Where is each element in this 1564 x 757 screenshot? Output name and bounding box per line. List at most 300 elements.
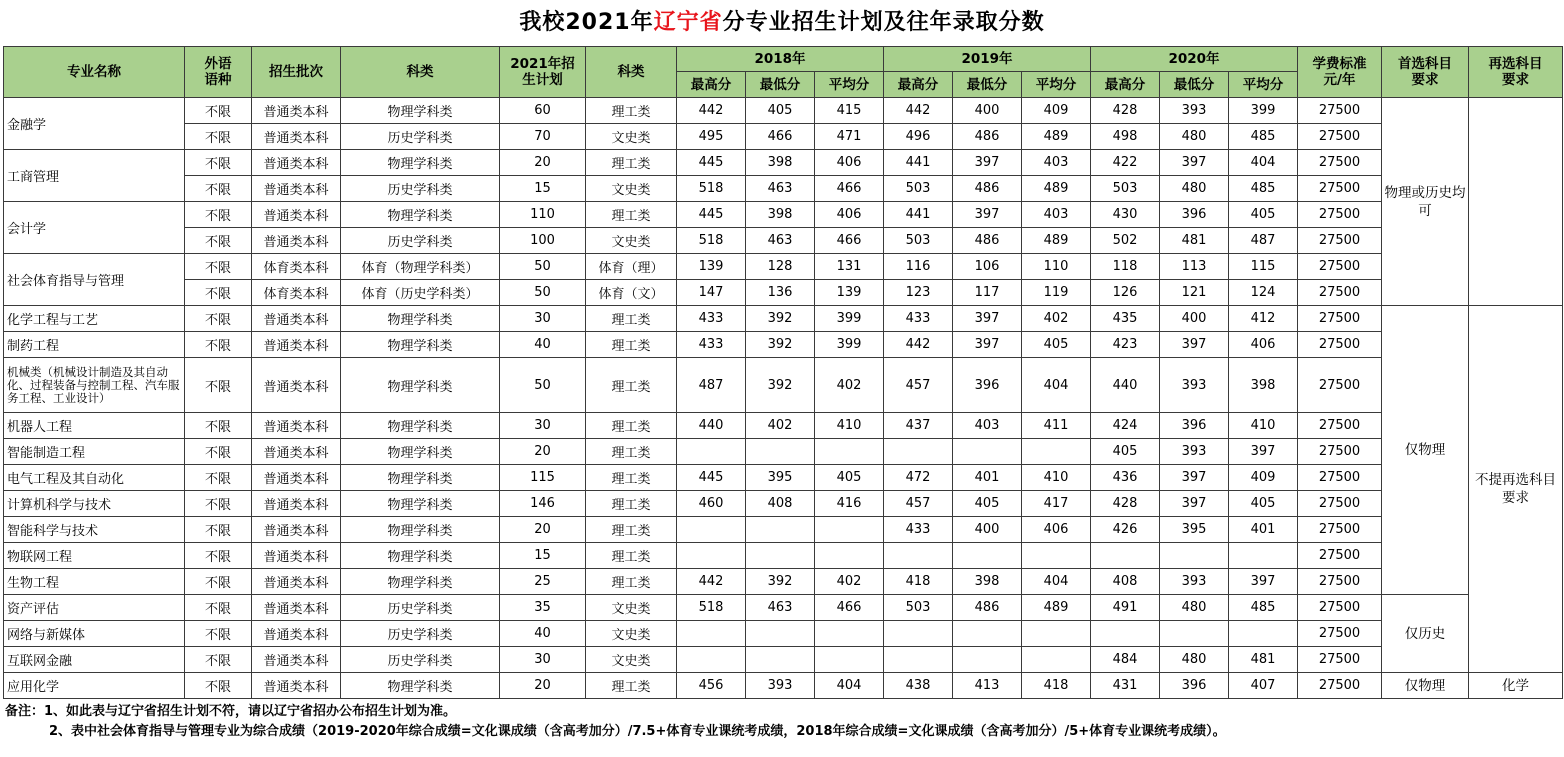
cell-max-2019: 442 [884, 332, 953, 358]
cell-min-2019: 403 [953, 413, 1022, 439]
cell-min-2020: 480 [1160, 647, 1229, 673]
cell-min-2019 [953, 439, 1022, 465]
header-year-2020: 2020年 [1091, 47, 1298, 72]
cell-avg-2018: 466 [815, 595, 884, 621]
cell-major-name: 计算机科学与技术 [4, 491, 185, 517]
cell-major-name: 资产评估 [4, 595, 185, 621]
cell-batch: 普通类本科 [252, 595, 341, 621]
cell-avg-2020: 485 [1229, 595, 1298, 621]
cell-avg-2019: 404 [1022, 569, 1091, 595]
cell-avg-2018 [815, 439, 884, 465]
cell-max-2019 [884, 621, 953, 647]
cell-tuition: 27500 [1298, 621, 1382, 647]
title-province-highlight: 辽宁省 [653, 10, 723, 35]
cell-plan-2021: 35 [500, 595, 586, 621]
cell-avg-2020: 401 [1229, 517, 1298, 543]
cell-category: 理工类 [586, 98, 677, 124]
cell-category: 文史类 [586, 621, 677, 647]
cell-max-2018: 445 [677, 150, 746, 176]
page-title: 我校2021年辽宁省分专业招生计划及往年录取分数 [519, 10, 1045, 35]
cell-avg-2019: 402 [1022, 306, 1091, 332]
header-subject: 科类 [341, 47, 500, 98]
cell-max-2018: 433 [677, 306, 746, 332]
cell-min-2020: 396 [1160, 673, 1229, 699]
table-row [4, 358, 1563, 413]
cell-avg-2019: 110 [1022, 254, 1091, 280]
table-row [4, 124, 1563, 150]
cell-min-2020: 480 [1160, 595, 1229, 621]
cell-category: 文史类 [586, 176, 677, 202]
cell-avg-2018 [815, 621, 884, 647]
cell-max-2020: 405 [1091, 439, 1160, 465]
cell-avg-2019: 405 [1022, 332, 1091, 358]
cell-language: 不限 [185, 413, 252, 439]
cell-subject: 物理学科类 [341, 491, 500, 517]
cell-subject: 体育（历史学科类） [341, 280, 500, 306]
cell-major-name: 制药工程 [4, 332, 185, 358]
cell-min-2019: 117 [953, 280, 1022, 306]
cell-tuition: 27500 [1298, 306, 1382, 332]
cell-avg-2018: 416 [815, 491, 884, 517]
cell-avg-2020: 405 [1229, 491, 1298, 517]
cell-min-2019 [953, 543, 1022, 569]
table-row [4, 280, 1563, 306]
table-row [4, 306, 1563, 332]
cell-major-name: 会计学 [4, 202, 185, 254]
cell-tuition: 27500 [1298, 595, 1382, 621]
header-tuition: 学费标准元/年 [1298, 47, 1382, 98]
cell-avg-2018 [815, 647, 884, 673]
cell-language: 不限 [185, 569, 252, 595]
cell-batch: 普通类本科 [252, 98, 341, 124]
cell-max-2018: 442 [677, 569, 746, 595]
cell-subject: 体育（物理学科类） [341, 254, 500, 280]
cell-subject: 物理学科类 [341, 569, 500, 595]
cell-subject: 物理学科类 [341, 202, 500, 228]
cell-min-2018 [746, 543, 815, 569]
cell-min-2018: 463 [746, 595, 815, 621]
table-row [4, 647, 1563, 673]
cell-min-2018: 393 [746, 673, 815, 699]
cell-tuition: 27500 [1298, 254, 1382, 280]
cell-min-2018: 402 [746, 413, 815, 439]
cell-major-name: 智能制造工程 [4, 439, 185, 465]
cell-batch: 体育类本科 [252, 280, 341, 306]
cell-avg-2020: 397 [1229, 439, 1298, 465]
cell-max-2020: 503 [1091, 176, 1160, 202]
cell-avg-2020 [1229, 621, 1298, 647]
cell-tuition: 27500 [1298, 124, 1382, 150]
cell-max-2020: 502 [1091, 228, 1160, 254]
cell-min-2018 [746, 621, 815, 647]
cell-max-2018: 442 [677, 98, 746, 124]
cell-avg-2018: 415 [815, 98, 884, 124]
header-year-2019: 2019年 [884, 47, 1091, 72]
cell-tuition: 27500 [1298, 569, 1382, 595]
cell-min-2019: 486 [953, 176, 1022, 202]
header-plan-2021: 2021年招生计划 [500, 47, 586, 98]
cell-avg-2018: 402 [815, 569, 884, 595]
cell-batch: 普通类本科 [252, 673, 341, 699]
cell-major-name: 工商管理 [4, 150, 185, 202]
cell-first-choice: 仅物理 [1382, 306, 1469, 595]
cell-max-2020: 436 [1091, 465, 1160, 491]
cell-min-2020: 393 [1160, 569, 1229, 595]
cell-max-2020: 408 [1091, 569, 1160, 595]
cell-min-2018: 398 [746, 202, 815, 228]
cell-avg-2020: 485 [1229, 124, 1298, 150]
cell-min-2018: 392 [746, 332, 815, 358]
cell-tuition: 27500 [1298, 332, 1382, 358]
cell-second-choice: 不提再选科目要求 [1469, 306, 1563, 673]
cell-batch: 普通类本科 [252, 228, 341, 254]
cell-category: 理工类 [586, 358, 677, 413]
cell-major-name: 智能科学与技术 [4, 517, 185, 543]
cell-plan-2021: 100 [500, 228, 586, 254]
cell-avg-2019 [1022, 621, 1091, 647]
cell-min-2018: 466 [746, 124, 815, 150]
cell-batch: 普通类本科 [252, 150, 341, 176]
header-2020-min: 最低分 [1160, 72, 1229, 98]
cell-avg-2018: 466 [815, 228, 884, 254]
cell-batch: 普通类本科 [252, 332, 341, 358]
cell-first-choice: 物理或历史均可 [1382, 98, 1469, 306]
cell-min-2019: 397 [953, 202, 1022, 228]
cell-category: 文史类 [586, 595, 677, 621]
cell-plan-2021: 15 [500, 176, 586, 202]
header-year-2018: 2018年 [677, 47, 884, 72]
cell-max-2019: 457 [884, 491, 953, 517]
table-row [4, 150, 1563, 176]
cell-tuition: 27500 [1298, 465, 1382, 491]
cell-max-2020: 424 [1091, 413, 1160, 439]
cell-subject: 历史学科类 [341, 595, 500, 621]
cell-subject: 历史学科类 [341, 124, 500, 150]
cell-avg-2019: 489 [1022, 124, 1091, 150]
cell-max-2020: 426 [1091, 517, 1160, 543]
cell-min-2018: 392 [746, 306, 815, 332]
cell-tuition: 27500 [1298, 413, 1382, 439]
header-major: 专业名称 [4, 47, 185, 98]
header-2019-min: 最低分 [953, 72, 1022, 98]
cell-max-2020: 430 [1091, 202, 1160, 228]
cell-max-2020: 431 [1091, 673, 1160, 699]
cell-max-2018: 487 [677, 358, 746, 413]
cell-min-2018: 463 [746, 228, 815, 254]
cell-language: 不限 [185, 673, 252, 699]
cell-max-2019: 503 [884, 595, 953, 621]
cell-category: 文史类 [586, 228, 677, 254]
cell-avg-2019 [1022, 543, 1091, 569]
cell-min-2019: 397 [953, 306, 1022, 332]
cell-subject: 历史学科类 [341, 176, 500, 202]
cell-max-2018: 147 [677, 280, 746, 306]
cell-max-2019: 472 [884, 465, 953, 491]
cell-category: 文史类 [586, 124, 677, 150]
cell-max-2018: 518 [677, 176, 746, 202]
cell-avg-2020: 481 [1229, 647, 1298, 673]
cell-avg-2020: 397 [1229, 569, 1298, 595]
cell-max-2018 [677, 543, 746, 569]
cell-subject: 历史学科类 [341, 228, 500, 254]
cell-category: 理工类 [586, 150, 677, 176]
cell-language: 不限 [185, 150, 252, 176]
cell-plan-2021: 110 [500, 202, 586, 228]
cell-min-2018: 392 [746, 569, 815, 595]
cell-first-choice: 仅历史 [1382, 595, 1469, 673]
table-row [4, 491, 1563, 517]
cell-language: 不限 [185, 517, 252, 543]
cell-language: 不限 [185, 465, 252, 491]
cell-batch: 普通类本科 [252, 621, 341, 647]
cell-avg-2018 [815, 543, 884, 569]
cell-max-2018: 518 [677, 228, 746, 254]
cell-max-2019: 457 [884, 358, 953, 413]
table-row [4, 543, 1563, 569]
cell-tuition: 27500 [1298, 280, 1382, 306]
cell-plan-2021: 30 [500, 306, 586, 332]
cell-avg-2020 [1229, 543, 1298, 569]
cell-language: 不限 [185, 647, 252, 673]
cell-min-2018: 398 [746, 150, 815, 176]
cell-language: 不限 [185, 254, 252, 280]
cell-avg-2019: 418 [1022, 673, 1091, 699]
table-row [4, 673, 1563, 699]
cell-min-2020: 397 [1160, 491, 1229, 517]
cell-max-2019: 441 [884, 202, 953, 228]
cell-second-choice: 化学 [1469, 673, 1563, 699]
cell-tuition: 27500 [1298, 176, 1382, 202]
cell-max-2018: 495 [677, 124, 746, 150]
cell-min-2018: 463 [746, 176, 815, 202]
cell-batch: 普通类本科 [252, 306, 341, 332]
cell-subject: 物理学科类 [341, 306, 500, 332]
cell-major-name: 机械类（机械设计制造及其自动化、过程装备与控制工程、汽车服务工程、工业设计） [4, 358, 185, 413]
cell-category: 理工类 [586, 491, 677, 517]
table-body [4, 98, 1563, 699]
cell-avg-2020: 398 [1229, 358, 1298, 413]
cell-major-name: 金融学 [4, 98, 185, 150]
header-2018-min: 最低分 [746, 72, 815, 98]
cell-category: 理工类 [586, 439, 677, 465]
cell-max-2018: 445 [677, 465, 746, 491]
cell-min-2018: 128 [746, 254, 815, 280]
cell-category: 体育（理） [586, 254, 677, 280]
note-line-2: 2、表中社会体育指导与管理专业为综合成绩（2019-2020年综合成绩=文化课成绩（含高考加分）/7.5+体育专业课统考成绩，2018年综合成绩=文化课成绩（含高考加分）/5+体育专业课统考成绩）。 [49, 724, 1226, 739]
header-second-choice: 再选科目要求 [1469, 47, 1563, 98]
cell-avg-2018: 139 [815, 280, 884, 306]
cell-avg-2019: 409 [1022, 98, 1091, 124]
cell-min-2019: 400 [953, 98, 1022, 124]
cell-max-2020: 423 [1091, 332, 1160, 358]
cell-avg-2019: 410 [1022, 465, 1091, 491]
cell-plan-2021: 20 [500, 517, 586, 543]
cell-category: 体育（文） [586, 280, 677, 306]
table-row [4, 439, 1563, 465]
table-header [4, 47, 1563, 98]
cell-category: 理工类 [586, 413, 677, 439]
cell-min-2020: 395 [1160, 517, 1229, 543]
cell-min-2018: 408 [746, 491, 815, 517]
cell-min-2020: 393 [1160, 98, 1229, 124]
cell-min-2020: 393 [1160, 439, 1229, 465]
header-2018-max: 最高分 [677, 72, 746, 98]
table-row [4, 98, 1563, 124]
table-row [4, 465, 1563, 491]
cell-avg-2018: 131 [815, 254, 884, 280]
cell-avg-2019: 403 [1022, 202, 1091, 228]
cell-min-2018 [746, 517, 815, 543]
cell-min-2019: 400 [953, 517, 1022, 543]
cell-min-2020: 480 [1160, 124, 1229, 150]
cell-min-2018: 392 [746, 358, 815, 413]
admission-table [3, 46, 1563, 699]
cell-subject: 物理学科类 [341, 150, 500, 176]
cell-max-2019: 116 [884, 254, 953, 280]
cell-major-name: 网络与新媒体 [4, 621, 185, 647]
cell-min-2019: 486 [953, 124, 1022, 150]
cell-avg-2018: 466 [815, 176, 884, 202]
cell-major-name: 生物工程 [4, 569, 185, 595]
cell-max-2020: 435 [1091, 306, 1160, 332]
cell-min-2019: 401 [953, 465, 1022, 491]
cell-min-2020 [1160, 543, 1229, 569]
cell-category: 理工类 [586, 569, 677, 595]
notes [5, 702, 1560, 742]
cell-language: 不限 [185, 228, 252, 254]
cell-avg-2019: 119 [1022, 280, 1091, 306]
cell-max-2018: 440 [677, 413, 746, 439]
cell-max-2019: 496 [884, 124, 953, 150]
cell-language: 不限 [185, 280, 252, 306]
cell-category: 理工类 [586, 465, 677, 491]
cell-plan-2021: 50 [500, 280, 586, 306]
cell-max-2019 [884, 439, 953, 465]
cell-category: 理工类 [586, 673, 677, 699]
cell-subject: 物理学科类 [341, 673, 500, 699]
cell-max-2019: 433 [884, 517, 953, 543]
table-row [4, 569, 1563, 595]
cell-min-2020: 396 [1160, 413, 1229, 439]
cell-min-2019: 486 [953, 228, 1022, 254]
cell-avg-2020: 412 [1229, 306, 1298, 332]
cell-min-2018 [746, 439, 815, 465]
cell-subject: 物理学科类 [341, 517, 500, 543]
cell-avg-2020: 404 [1229, 150, 1298, 176]
table-row [4, 228, 1563, 254]
cell-batch: 普通类本科 [252, 176, 341, 202]
cell-avg-2019: 406 [1022, 517, 1091, 543]
cell-tuition: 27500 [1298, 491, 1382, 517]
cell-language: 不限 [185, 595, 252, 621]
cell-subject: 物理学科类 [341, 465, 500, 491]
cell-plan-2021: 20 [500, 439, 586, 465]
cell-avg-2018: 471 [815, 124, 884, 150]
cell-max-2020: 118 [1091, 254, 1160, 280]
cell-avg-2018 [815, 517, 884, 543]
cell-subject: 物理学科类 [341, 358, 500, 413]
cell-avg-2020: 399 [1229, 98, 1298, 124]
cell-language: 不限 [185, 176, 252, 202]
cell-min-2020: 481 [1160, 228, 1229, 254]
cell-min-2018: 395 [746, 465, 815, 491]
cell-max-2018 [677, 621, 746, 647]
cell-tuition: 27500 [1298, 543, 1382, 569]
cell-plan-2021: 30 [500, 647, 586, 673]
cell-max-2020: 491 [1091, 595, 1160, 621]
cell-plan-2021: 20 [500, 673, 586, 699]
cell-min-2020: 397 [1160, 465, 1229, 491]
cell-batch: 普通类本科 [252, 465, 341, 491]
cell-subject: 历史学科类 [341, 621, 500, 647]
cell-major-name: 电气工程及其自动化 [4, 465, 185, 491]
cell-avg-2018: 404 [815, 673, 884, 699]
cell-min-2019: 413 [953, 673, 1022, 699]
cell-min-2019: 396 [953, 358, 1022, 413]
cell-major-name: 物联网工程 [4, 543, 185, 569]
cell-second-choice [1469, 98, 1563, 306]
table-row [4, 332, 1563, 358]
cell-avg-2019: 489 [1022, 228, 1091, 254]
cell-max-2019: 503 [884, 228, 953, 254]
cell-batch: 普通类本科 [252, 202, 341, 228]
cell-category: 理工类 [586, 517, 677, 543]
cell-language: 不限 [185, 491, 252, 517]
cell-max-2020: 428 [1091, 98, 1160, 124]
cell-avg-2019: 403 [1022, 150, 1091, 176]
cell-category: 理工类 [586, 332, 677, 358]
cell-major-name: 应用化学 [4, 673, 185, 699]
cell-plan-2021: 40 [500, 621, 586, 647]
cell-avg-2020: 405 [1229, 202, 1298, 228]
cell-tuition: 27500 [1298, 673, 1382, 699]
cell-max-2020: 498 [1091, 124, 1160, 150]
cell-plan-2021: 50 [500, 254, 586, 280]
cell-language: 不限 [185, 98, 252, 124]
cell-category: 理工类 [586, 202, 677, 228]
cell-major-name: 机器人工程 [4, 413, 185, 439]
cell-avg-2018: 410 [815, 413, 884, 439]
cell-max-2020: 422 [1091, 150, 1160, 176]
header-first-choice: 首选科目要求 [1382, 47, 1469, 98]
cell-batch: 普通类本科 [252, 543, 341, 569]
table-row [4, 595, 1563, 621]
cell-batch: 普通类本科 [252, 439, 341, 465]
cell-max-2019 [884, 647, 953, 673]
cell-avg-2018: 405 [815, 465, 884, 491]
cell-avg-2019: 404 [1022, 358, 1091, 413]
cell-subject: 物理学科类 [341, 439, 500, 465]
cell-avg-2020: 406 [1229, 332, 1298, 358]
cell-max-2020 [1091, 621, 1160, 647]
cell-max-2019 [884, 543, 953, 569]
cell-min-2019: 397 [953, 332, 1022, 358]
header-2018-avg: 平均分 [815, 72, 884, 98]
cell-max-2019: 418 [884, 569, 953, 595]
cell-tuition: 27500 [1298, 228, 1382, 254]
table-row [4, 176, 1563, 202]
header-language: 外语语种 [185, 47, 252, 98]
cell-avg-2019 [1022, 439, 1091, 465]
cell-max-2018: 456 [677, 673, 746, 699]
cell-batch: 普通类本科 [252, 413, 341, 439]
header-batch: 招生批次 [252, 47, 341, 98]
cell-max-2019: 433 [884, 306, 953, 332]
cell-language: 不限 [185, 358, 252, 413]
cell-subject: 物理学科类 [341, 413, 500, 439]
cell-min-2019 [953, 621, 1022, 647]
cell-min-2019: 486 [953, 595, 1022, 621]
